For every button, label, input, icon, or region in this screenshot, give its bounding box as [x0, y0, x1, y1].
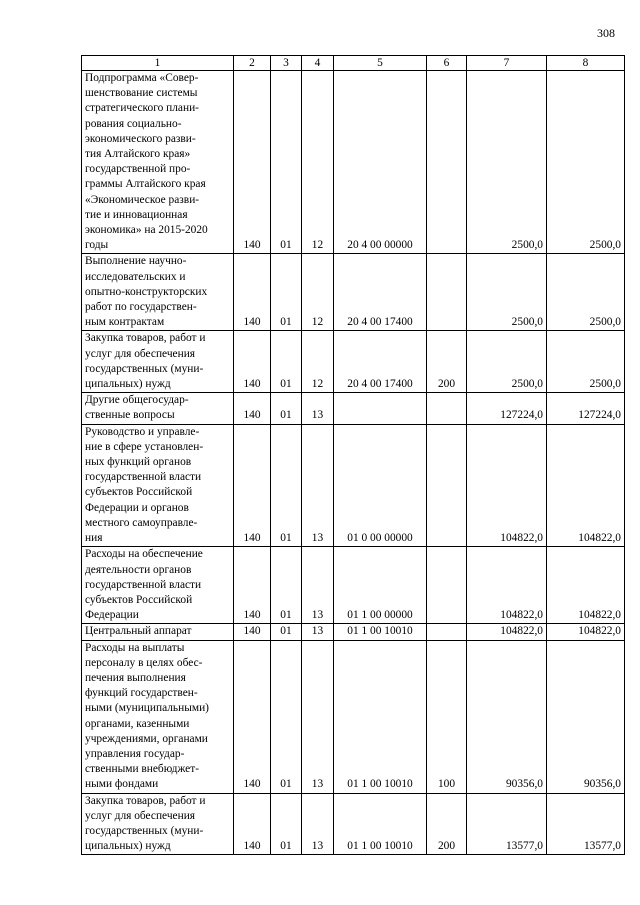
item-description [82, 640, 234, 793]
description-line: экономического разви- [85, 132, 196, 145]
column-header: 4 [302, 56, 334, 71]
section-cell: 01 [271, 424, 302, 547]
description-line: Другие общегосудар- [85, 394, 189, 407]
column-header: 5 [334, 56, 427, 71]
description-line: органами, казенными [85, 717, 190, 730]
item-description [82, 393, 234, 424]
amount-cell: 104822,0 [547, 624, 625, 640]
description-line: Федерации [85, 609, 139, 622]
item-description [82, 547, 234, 624]
description-line: местного самоуправле- [85, 516, 198, 529]
subsection-cell: 13 [302, 640, 334, 793]
description-line: ным контрактам [85, 316, 165, 329]
target-article-cell: 01 1 00 10010 [334, 793, 427, 855]
section-cell: 01 [271, 547, 302, 624]
admin-code-cell: 140 [234, 331, 271, 393]
item-description [82, 424, 234, 547]
description-line: ципальных) нужд [85, 378, 171, 391]
description-line: функций государствен- [85, 687, 198, 700]
amount-cell: 104822,0 [547, 547, 625, 624]
amount-cell: 104822,0 [467, 424, 547, 547]
column-header: 8 [547, 56, 625, 71]
amount-cell: 2500,0 [467, 254, 547, 331]
description-line: ние в сфере установлен- [85, 440, 204, 453]
description-line: годы [85, 239, 109, 252]
description-line: ственные вопросы [85, 409, 175, 422]
target-article-cell [334, 393, 427, 424]
table-row [82, 624, 625, 640]
description-line: ных функций органов [85, 456, 192, 469]
description-line: управления государ- [85, 747, 185, 760]
subsection-cell: 12 [302, 331, 334, 393]
section-cell: 01 [271, 793, 302, 855]
amount-cell: 90356,0 [547, 640, 625, 793]
column-header: 3 [271, 56, 302, 71]
description-line: Руководство и управле- [85, 425, 200, 438]
subsection-cell: 13 [302, 793, 334, 855]
description-line: граммы Алтайского края [85, 178, 206, 191]
target-article-cell: 20 4 00 17400 [334, 254, 427, 331]
table-row [82, 71, 625, 254]
target-article-cell: 01 1 00 10010 [334, 624, 427, 640]
description-line: ными (муниципальными) [85, 702, 209, 715]
amount-cell: 104822,0 [467, 624, 547, 640]
item-description [82, 71, 234, 254]
description-line: государственной про- [85, 163, 191, 176]
target-article-cell: 01 0 00 00000 [334, 424, 427, 547]
column-header: 2 [234, 56, 271, 71]
description-line: субъектов Российской [85, 593, 193, 606]
description-line: тие и инновационная [85, 208, 188, 221]
admin-code-cell: 140 [234, 254, 271, 331]
section-cell: 01 [271, 71, 302, 254]
description-line: Закупка товаров, работ и [85, 332, 206, 345]
section-cell: 01 [271, 254, 302, 331]
amount-cell: 104822,0 [467, 547, 547, 624]
expense-type-cell: 200 [427, 331, 467, 393]
amount-cell: 104822,0 [547, 424, 625, 547]
subsection-cell: 13 [302, 624, 334, 640]
description-line: экономика» на 2015-2020 [85, 224, 208, 237]
description-line: Подпрограмма «Совер- [85, 72, 199, 84]
description-line: услуг для обеспечения [85, 347, 196, 360]
admin-code-cell: 140 [234, 424, 271, 547]
table-row [82, 547, 625, 624]
description-line: услуг для обеспечения [85, 809, 196, 822]
admin-code-cell: 140 [234, 547, 271, 624]
description-line: «Экономическое разви- [85, 193, 200, 206]
description-line: печения выполнения [85, 671, 186, 684]
description-line: ципальных) нужд [85, 840, 171, 853]
amount-cell: 2500,0 [467, 71, 547, 254]
section-cell: 01 [271, 393, 302, 424]
expense-type-cell [427, 424, 467, 547]
expense-type-cell: 200 [427, 793, 467, 855]
table-row [82, 793, 625, 855]
description-line: Закупка товаров, работ и [85, 794, 206, 807]
amount-cell: 13577,0 [547, 793, 625, 855]
subsection-cell: 13 [302, 393, 334, 424]
column-header: 7 [467, 56, 547, 71]
item-description [82, 624, 234, 640]
description-line: государственной власти [85, 471, 202, 484]
admin-code-cell: 140 [234, 624, 271, 640]
amount-cell: 90356,0 [467, 640, 547, 793]
table-row [82, 424, 625, 547]
expense-type-cell [427, 393, 467, 424]
item-description [82, 793, 234, 855]
description-line: учреждениями, органами [85, 732, 208, 745]
subsection-cell: 12 [302, 71, 334, 254]
description-line: работ по государствен- [85, 301, 197, 314]
admin-code-cell: 140 [234, 640, 271, 793]
description-line: ственными внебюджет- [85, 763, 199, 776]
amount-cell: 127224,0 [467, 393, 547, 424]
table-row [82, 640, 625, 793]
section-cell: 01 [271, 624, 302, 640]
table-row [82, 254, 625, 331]
description-line: стратегического плани- [85, 102, 199, 115]
page-number: 308 [597, 26, 615, 40]
amount-cell: 2500,0 [467, 331, 547, 393]
section-cell: 01 [271, 640, 302, 793]
description-line: государственных (муни- [85, 824, 204, 837]
description-line: ния [85, 532, 103, 545]
description-line: Расходы на обеспечение [85, 548, 203, 561]
admin-code-cell: 140 [234, 393, 271, 424]
description-line: персоналу в целях обес- [85, 656, 203, 669]
expense-type-cell: 100 [427, 640, 467, 793]
description-line: государственных (муни- [85, 362, 204, 375]
description-line: Выполнение научно- [85, 255, 187, 268]
description-line: ными фондами [85, 778, 159, 791]
item-description [82, 254, 234, 331]
column-header: 6 [427, 56, 467, 71]
description-line: тия Алтайского края» [85, 148, 191, 161]
table-row [82, 393, 625, 424]
description-line: опытно-конструкторских [85, 285, 208, 298]
amount-cell: 2500,0 [547, 331, 625, 393]
amount-cell: 13577,0 [467, 793, 547, 855]
table-row [82, 331, 625, 393]
description-line: Расходы на выплаты [85, 641, 185, 654]
budget-table [81, 55, 625, 855]
expense-type-cell [427, 624, 467, 640]
target-article-cell: 20 4 00 00000 [334, 71, 427, 254]
expense-type-cell [427, 547, 467, 624]
column-header: 1 [82, 56, 234, 71]
description-line: шенствование системы [85, 87, 198, 100]
description-line: Федерации и органов [85, 501, 189, 514]
subsection-cell: 13 [302, 424, 334, 547]
expense-type-cell [427, 254, 467, 331]
target-article-cell: 01 1 00 00000 [334, 547, 427, 624]
description-line: государственной власти [85, 578, 202, 591]
section-cell: 01 [271, 331, 302, 393]
amount-cell: 2500,0 [547, 254, 625, 331]
target-article-cell: 01 1 00 10010 [334, 640, 427, 793]
admin-code-cell: 140 [234, 71, 271, 254]
item-description [82, 331, 234, 393]
description-line: Центральный аппарат [85, 625, 192, 638]
amount-cell: 127224,0 [547, 393, 625, 424]
target-article-cell: 20 4 00 17400 [334, 331, 427, 393]
admin-code-cell: 140 [234, 793, 271, 855]
subsection-cell: 13 [302, 547, 334, 624]
description-line: рования социально- [85, 117, 182, 130]
description-line: деятельности органов [85, 563, 192, 576]
amount-cell: 2500,0 [547, 71, 625, 254]
description-line: исследовательских и [85, 270, 186, 283]
table-header-row [82, 56, 625, 71]
subsection-cell: 12 [302, 254, 334, 331]
description-line: субъектов Российской [85, 486, 193, 499]
expense-type-cell [427, 71, 467, 254]
